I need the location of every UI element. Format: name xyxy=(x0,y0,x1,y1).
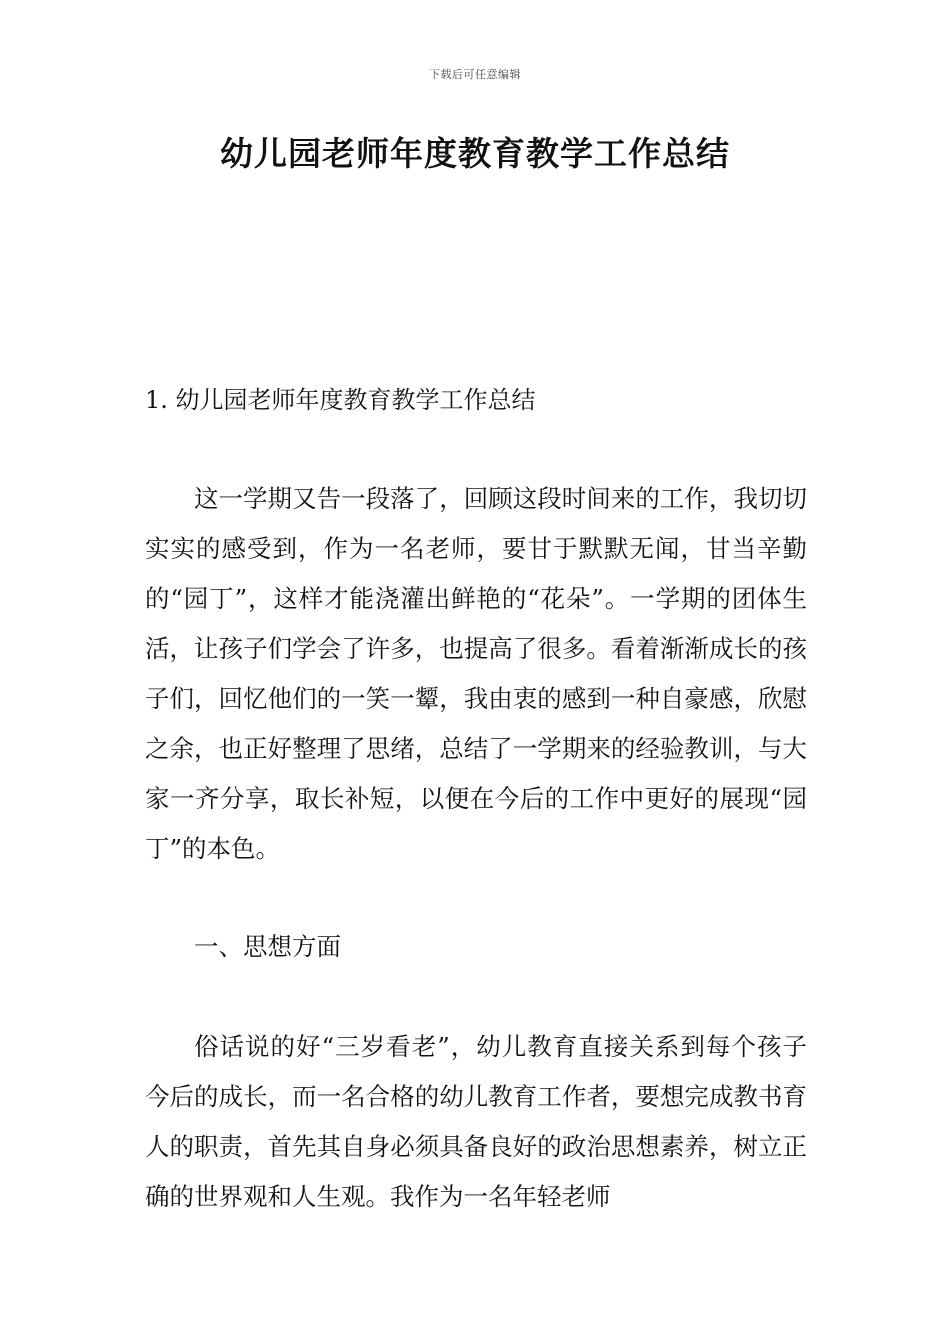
document-title: 幼儿园老师年度教育教学工作总结 xyxy=(220,134,730,173)
ideology-paragraph: 俗话说的好“三岁看老”，幼儿教育直接关系到每个孩子今后的成长，而一名合格的幼儿教育工作者，要想完成教书育人的职责，首先其自身必须具备良好的政治思想素养，树立正确的世界观和人生观。我作为一名年轻老师 xyxy=(145,1032,807,1211)
intro-paragraph: 这一学期又告一段落了，回顾这段时间来的工作，我切切实实的感受到，作为一名老师，要甘于默默无闻，甘当辛勤的“园丁”，这样才能浇灌出鲜艳的“花朵”。一学期的团体生活，让孩子们学会了许多，也提高了很多。看着渐渐成长的孩子们，回忆他们的一笑一颦，我由衷的感到一种自豪感，欣慰之余，也正好整理了思绪，总结了一学期来的经验教训，与大家一齐分享，取长补短，以便在今后的工作中更好的展现“园丁”的本色。 xyxy=(145,484,807,863)
header-note: 下载后可任意编辑 xyxy=(429,68,521,81)
section-title: 1. 幼儿园老师年度教育教学工作总结 xyxy=(145,386,536,414)
heading-ideology: 一、思想方面 xyxy=(194,932,341,961)
